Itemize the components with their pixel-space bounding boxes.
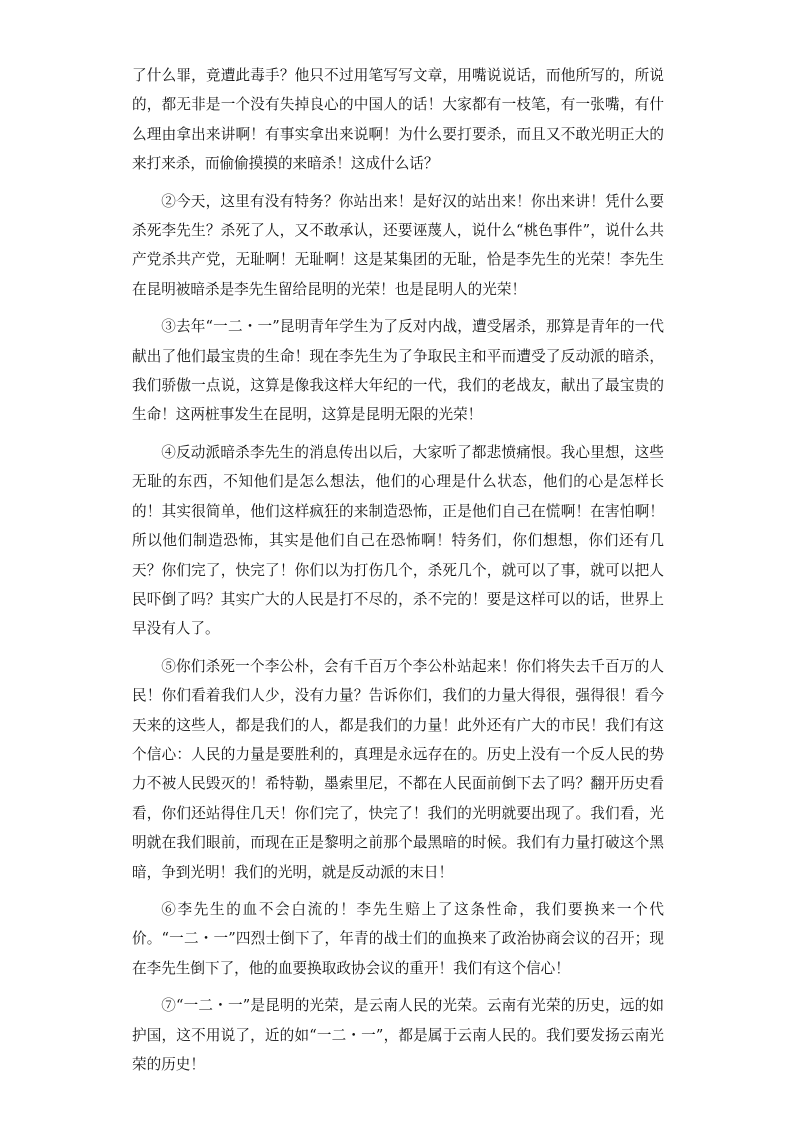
paragraph-4: ④反动派暗杀李先生的消息传出以后，大家听了都悲愤痛恨。我心里想，这些无耻的东西，不知他们是怎么想法，他们的心理是什么状态，他们的心是怎样长的！其实很简单，他们这样疯狂的来制造恐怖，正是他们自己在慌啊！在害怕啊！所以他们制造恐怖，其实是他们自己在恐怖啊！特务们，你们想想，你们还有几天？你们完了，快完了！你们以为打伤几个，杀死几个，就可以了事，就可以把人民吓倒了吗？其实广大的人民是打不尽的，杀不完的！要是这样可以的话，世界上早没有人了。	[132, 443, 664, 638]
paragraph-continuation: 了什么罪，竟遭此毒手？他只不过用笔写写文章，用嘴说说话，而他所写的，所说的，都无非是一个没有失掉良心的中国人的话！大家都有一枝笔，有一张嘴，有什么理由拿出来讲啊！有事实拿出来说啊！为什么要打要杀，而且又不敢光明正大的来打来杀，而偷偷摸摸的来暗杀！这成什么话？	[132, 67, 664, 173]
paragraph-2: ②今天，这里有没有特务？你站出来！是好汉的站出来！你出来讲！凭什么要杀死李先生？杀死了人，又不敢承认，还要诬蔑人，说什么“桃色事件”，说什么共产党杀共产党，无耻啊！无耻啊！这是某集团的无耻，恰是李先生的光荣！李先生在昆明被暗杀是李先生留给昆明的光荣！也是昆明人的光荣！	[132, 192, 664, 298]
paragraph-5: ⑤你们杀死一个李公朴，会有千百万个李公朴站起来！你们将失去千百万的人民！你们看着我们人少，没有力量？告诉你们，我们的力量大得很，强得很！看今天来的这些人，都是我们的人，都是我们的力量！此外还有广大的市民！我们有这个信心：人民的力量是要胜利的，真理是永远存在的。历史上没有一个反人民的势力不被人民毁灭的！希特勒，墨索里尼，不都在人民面前倒下去了吗？翻开历史看看，你们还站得住几天！你们完了，快完了！我们的光明就要出现了。我们看，光明就在我们眼前，而现在正是黎明之前那个最黑暗的时候。我们有力量打破这个黑暗，争到光明！我们的光明，就是反动派的末日！	[132, 657, 664, 881]
paragraph-6: ⑥李先生的血不会白流的！李先生赔上了这条性命，我们要换来一个代价。“一二・一”四烈士倒下了，年青的战士们的血换来了政治协商会议的召开；现在李先生倒下了，他的血要换取政协会议的重开！我们有这个信心！	[132, 900, 664, 977]
paragraph-7: ⑦“一二・一”是昆明的光荣，是云南人民的光荣。云南有光荣的历史，远的如护国，这不用说了，近的如“一二・一”，都是属于云南人民的。我们要发扬云南光荣的历史！	[132, 997, 664, 1073]
speech-text	[132, 61, 664, 1087]
paragraph-3: ③去年“一二・一”昆明青年学生为了反对内战，遭受屠杀，那算是青年的一代献出了他们最宝贵的生命！现在李先生为了争取民主和平而遭受了反动派的暗杀，我们骄傲一点说，这算是像我这样大年纪的一代，我们的老战友，献出了最宝贵的生命！这两桩事发生在昆明，这算是昆明无限的光荣！	[132, 318, 664, 424]
